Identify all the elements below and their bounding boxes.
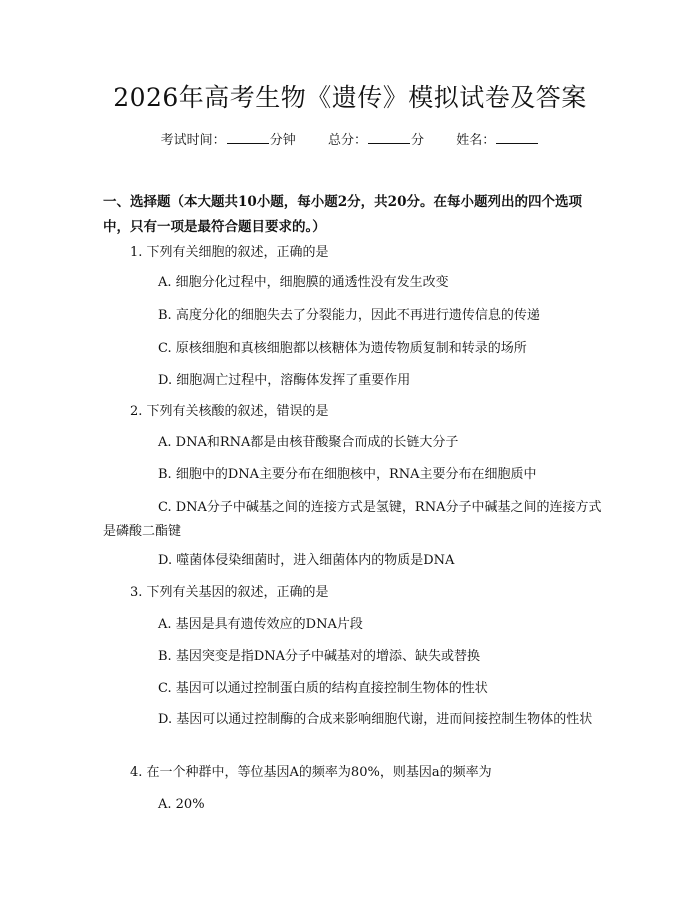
- question-2-stem: 2. 下列有关核酸的叙述，错误的是: [130, 404, 329, 419]
- question-2-option-b: B. 细胞中的DNA主要分布在细胞核中，RNA主要分布在细胞质中: [158, 467, 537, 482]
- name-label: 姓名：: [456, 133, 496, 148]
- time-label: 考试时间：: [160, 133, 226, 148]
- question-1-stem: 1. 下列有关细胞的叙述，正确的是: [130, 245, 329, 260]
- question-1-option-d: D. 细胞凋亡过程中，溶酶体发挥了重要作用: [158, 373, 411, 388]
- question-2-option-a: A. DNA和RNA都是由核苷酸聚合而成的长链大分子: [158, 435, 459, 450]
- question-1-option-b: B. 高度分化的细胞失去了分裂能力，因此不再进行遗传信息的传递: [158, 308, 540, 323]
- question-3-stem: 3. 下列有关基因的叙述，正确的是: [130, 585, 329, 600]
- exam-meta-line: [0, 130, 700, 152]
- score-label: 总分：: [327, 133, 367, 148]
- question-1-option-a: A. 细胞分化过程中，细胞膜的通透性没有发生改变: [158, 275, 449, 290]
- question-1-option-c: C. 原核细胞和真核细胞都以核糖体为遗传物质复制和转录的场所: [158, 341, 527, 356]
- name-blank: [496, 131, 538, 144]
- question-3-option-d: D. 基因可以通过控制酶的合成来影响细胞代谢，进而间接控制生物体的性状: [158, 712, 593, 727]
- time-unit: 分钟: [269, 133, 296, 148]
- question-3-option-a: A. 基因是具有遗传效应的DNA片段: [158, 617, 363, 632]
- question-3-option-c: C. 基因可以通过控制蛋白质的结构直接控制生物体的性状: [158, 681, 488, 696]
- score-blank: [368, 131, 410, 144]
- question-3-option-b: B. 基因突变是指DNA分子中碱基对的增添、缺失或替换: [158, 649, 481, 664]
- question-4-option-a: A. 20%: [158, 797, 205, 812]
- page-title: 2026年高考生物《遗传》模拟试卷及答案: [113, 83, 587, 112]
- question-2-option-c: C. DNA分子中碱基之间的连接方式是氢键，RNA分子中碱基之间的连接方式是磷酸二酯键: [103, 500, 602, 539]
- time-blank: [227, 131, 269, 144]
- question-4-stem: 4. 在一个种群中，等位基因A的频率为80%，则基因a的频率为: [130, 765, 492, 780]
- section-heading: 一、选择题（本大题共10小题，每小题2分，共20分。在每小题列出的四个选项中，只有一项是最符合题目要求的。）: [103, 194, 582, 235]
- question-2-option-d: D. 噬菌体侵染细菌时，进入细菌体内的物质是DNA: [158, 553, 455, 568]
- score-unit: 分: [411, 133, 425, 148]
